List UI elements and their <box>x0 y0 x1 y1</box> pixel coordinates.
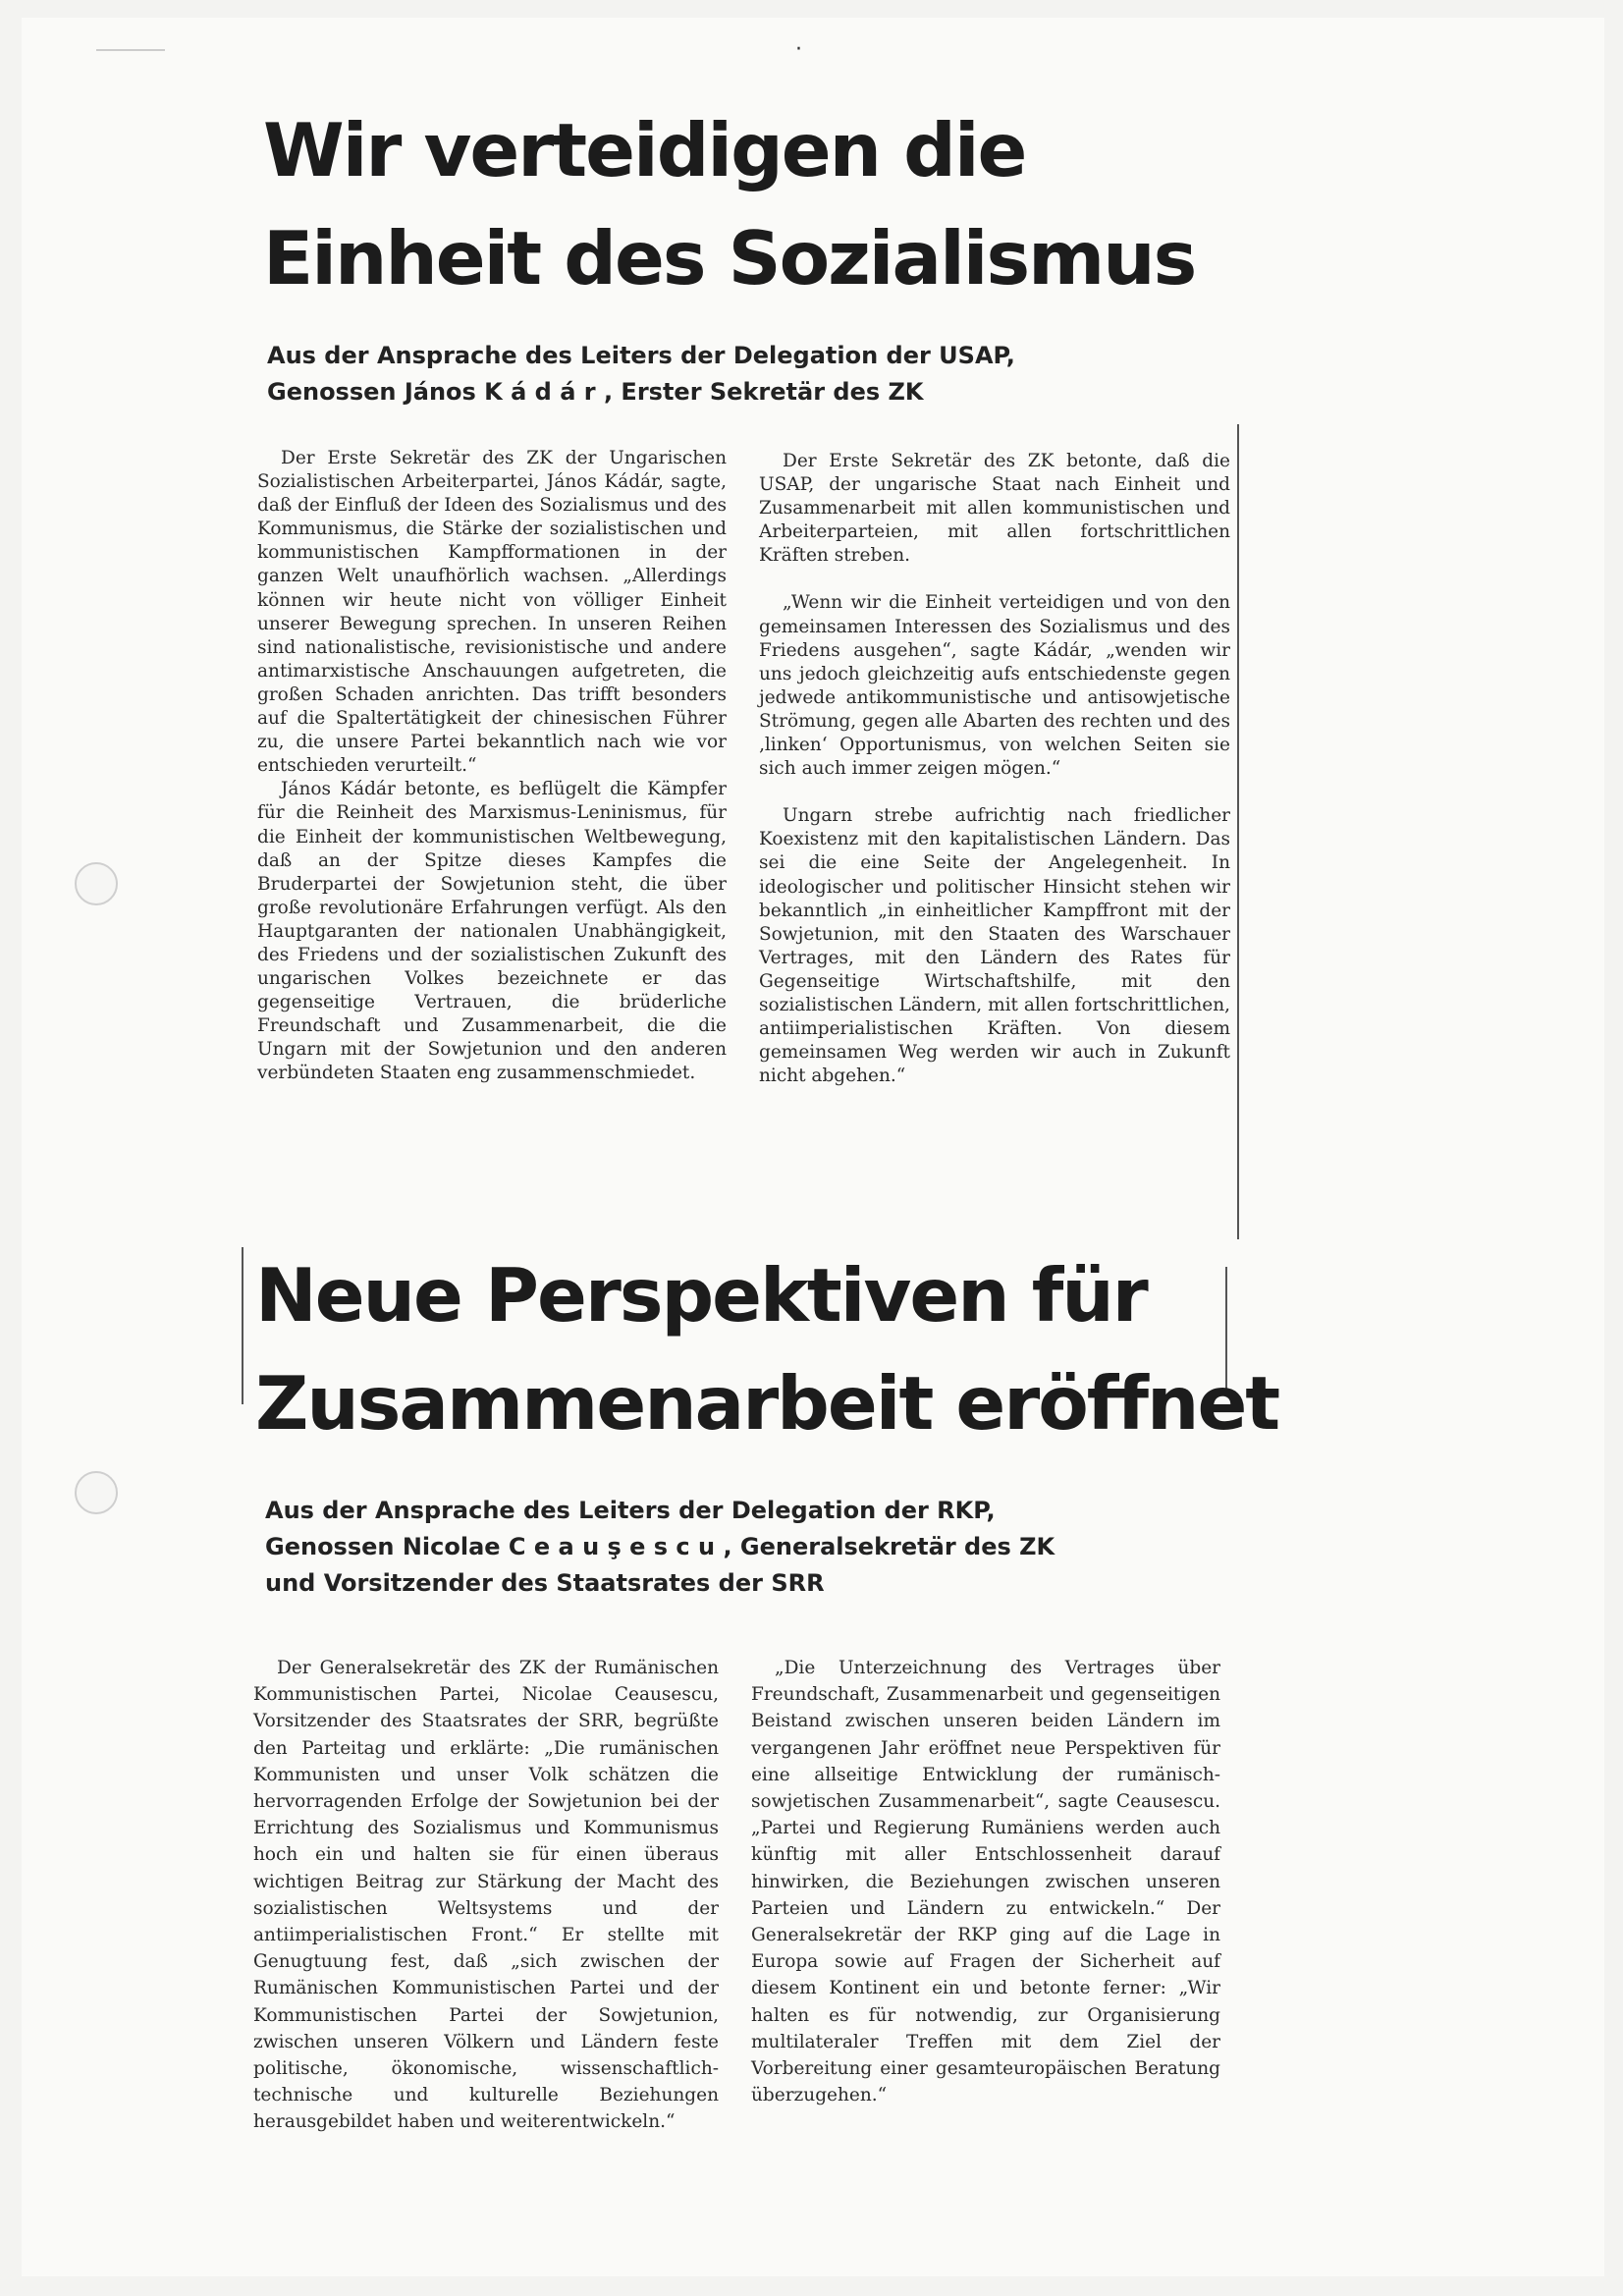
scan-mark <box>96 49 165 51</box>
article1-subhead-line2: Genossen János K á d á r , Erster Sekretär des ZK <box>267 378 924 406</box>
article1-right-column <box>759 450 1230 1088</box>
article2-headline <box>255 1241 1278 1457</box>
article1-subhead <box>267 338 1015 410</box>
article2-subhead <box>265 1493 1055 1602</box>
article2-right-paragraph: „Die Unterzeichnung des Vertrages über Freundschaft, Zusammenarbeit und gegenseitigen Beistand zwischen unseren beiden Ländern im vergangenen Jahr eröffnet neue Perspektiven für eine allseitige Entwicklung der rumänisch-sowjetischen Zusammenarbeit“, sagte Ceausescu. „Partei und Regierung Rumäniens werden auch künftig mit aller Entschlossenheit darauf hinwirken, die Beziehungen zwischen unseren Parteien und Ländern zu entwickeln.“ Der Generalsekretär der RKP ging auf die Lage in Europa sowie auf Fragen der Sicherheit auf diesem Kontinent ein und betonte ferner: „Wir halten es für notwendig, zur Organisierung multilateraler Treffen mit dem Ziel der Vorbereitung einer gesamteuropäischen Beratung überzugehen.“ <box>751 1658 1220 2106</box>
article2-right-column <box>751 1655 1220 2108</box>
article1-left-paragraph: János Kádár betonte, es beflügelt die Kämpfer für die Reinheit des Marxismus-Leninismus, für die Einheit der kommunistischen Weltbewegung, daß an der Spitze dieses Kampfes die Bruderpartei der Sowjetunion steht, die über große revolutionäre Erfahrungen verfügt. Als den Hauptgaranten der nationalen Unabhängigkeit, des Friedens und der sozialistischen Zukunft des ungarischen Volkes bezeichnete er das gegenseitige Vertrauen, die brüderliche Freundschaft und Zusammenarbeit, die die Ungarn mit der Sowjetunion und den anderen verbündeten Staaten eng zusammenschmiedet. <box>257 779 727 1084</box>
punch-hole-bottom <box>75 1471 118 1514</box>
article2-left-column <box>253 1655 719 2136</box>
article2-headline-line1: Neue Perspektiven für <box>255 1252 1147 1339</box>
article1-headline <box>263 96 1195 312</box>
article2-left-border <box>242 1247 243 1404</box>
article1-headline-line1: Wir verteidigen die <box>263 107 1026 193</box>
article2-subhead-line2: Genossen Nicolae C e a u ş e s c u , Generalsekretär des ZK <box>265 1533 1055 1560</box>
article1-right-paragraph: „Wenn wir die Einheit verteidigen und von den gemeinsamen Interessen des Sozialismus und des Friedens ausgehen“, sagte Kádár, „wenden wir uns jedoch gleichzeitig aufs entschiedenste gegen jedwede antikommunistische und antisowjetische Strömung, gegen alle Abarten des rechten und des ‚linken‘ Opportunismus, von welchen Seiten sie sich auch immer zeigen mögen.“ <box>759 592 1230 780</box>
article1-right-paragraph: Der Erste Sekretär des ZK betonte, daß die USAP, der ungarische Staat nach Einheit und Zusammenarbeit mit allen kommunistischen und Arbeiterparteien, mit allen fortschrittlichen Kräften streben. <box>759 451 1230 567</box>
article1-left-column <box>257 447 727 1086</box>
article1-right-paragraph: Ungarn strebe aufrichtig nach friedlicher Koexistenz mit den kapitalistischen Ländern. Das sei die eine Seite der Angelegenheit. In ideologischer und politischer Hinsicht stehen wir bekanntlich „in einheitlicher Kampffront mit der Sowjetunion, mit den Staaten des Warschauer Vertrages, mit den Ländern des Rates für Gegenseitige Wirtschaftshilfe, mit den sozialistischen Ländern, mit allen fortschrittlichen, antiimperialistischen Kräften. Von diesem gemeinsamen Weg werden wir auch in Zukunft nicht abgehen.“ <box>759 805 1230 1087</box>
scan-speck: · <box>795 37 802 62</box>
article2-subhead-line3: und Vorsitzender des Staatsrates der SRR <box>265 1569 825 1597</box>
article2-headline-line2: Zusammenarbeit eröffnet <box>255 1360 1279 1447</box>
article1-subhead-line1: Aus der Ansprache des Leiters der Delegation der USAP, <box>267 342 1015 369</box>
article1-left-paragraph: Der Erste Sekretär des ZK der Ungarischen Sozialistischen Arbeiterpartei, János Kádár, sagte, daß der Einfluß der Ideen des Sozialismus und des Kommunismus, die Stärke der sozialistischen und kommunistischen Kampfformationen in der ganzen Welt unaufhörlich wachsen. „Allerdings können wir heute nicht von völliger Einheit unserer Bewegung sprechen. In unseren Reihen sind nationalistische, revisionistische und andere antimarxistische Anschauungen aufgetreten, die großen Schaden anrichten. Das trifft besonders auf die Spaltertätigkeit der chinesischen Führer zu, die unsere Partei bekanntlich nach wie vor entschieden verurteilt.“ <box>257 448 727 777</box>
article2-subhead-line1: Aus der Ansprache des Leiters der Delegation der RKP, <box>265 1497 996 1524</box>
article1-right-border <box>1237 424 1239 1239</box>
article2-left-paragraph: Der Generalsekretär des ZK der Rumänischen Kommunistischen Partei, Nicolae Ceausescu, Vorsitzender des Staatsrates der SRR, begrüßte den Parteitag und erklärte: „Die rumänischen Kommunisten und unser Volk schätzen die hervorragenden Erfolge der Sowjetunion bei der Errichtung des Sozialismus und Kommunismus hoch ein und halten sie für einen überaus wichtigen Beitrag zur Stärkung der Macht des sozialistischen Weltsystems und der antiimperialistischen Front.“ Er stellte mit Genugtuung fest, daß „sich zwischen der Rumänischen Kommunistischen Partei und der Kommunistischen Partei der Sowjetunion, zwischen unseren Völkern und Ländern feste politische, ökonomische, wissenschaftlich-technische und kulturelle Beziehungen herausgebildet haben und weiterentwickeln.“ <box>253 1658 719 2133</box>
punch-hole-top <box>75 862 118 905</box>
article1-headline-line2: Einheit des Sozialismus <box>263 215 1196 301</box>
